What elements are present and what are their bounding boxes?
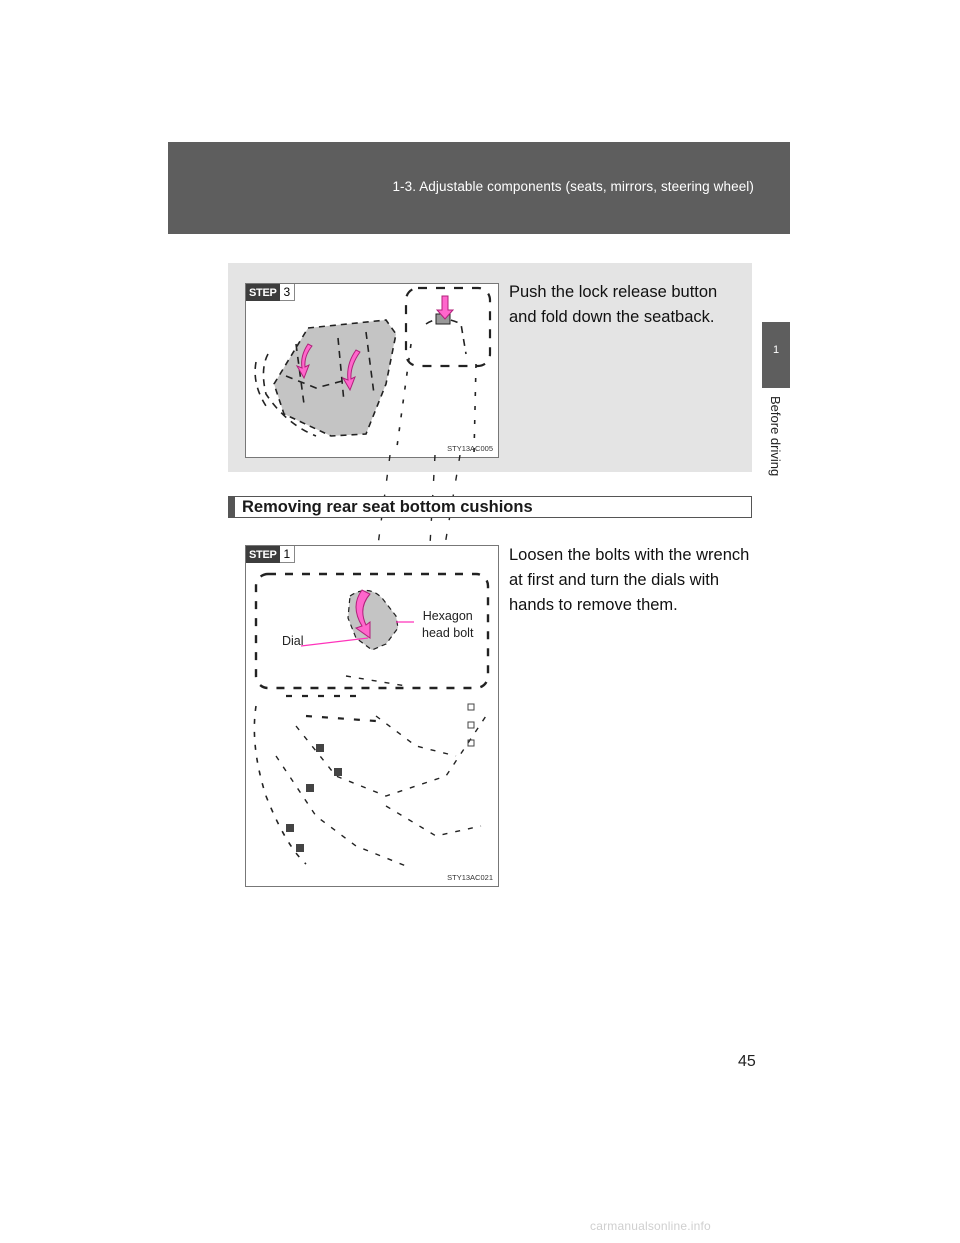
section-bar bbox=[229, 497, 235, 517]
chapter-tab[interactable] bbox=[762, 322, 790, 388]
step-badge bbox=[246, 546, 295, 563]
step-number: 3 bbox=[280, 284, 296, 301]
step-label: STEP bbox=[246, 284, 280, 301]
step-badge bbox=[246, 284, 295, 301]
figure-code: STY13AC021 bbox=[447, 873, 493, 882]
step-number: 1 bbox=[280, 546, 296, 563]
dial-callout: Dial bbox=[282, 634, 304, 648]
hexagon-bolt-callout bbox=[422, 608, 473, 642]
figure-code: STY13AC005 bbox=[447, 444, 493, 453]
chapter-label bbox=[767, 396, 785, 488]
step-label: STEP bbox=[246, 546, 280, 563]
cushion-removal-figure bbox=[245, 545, 499, 887]
step-instruction: Push the lock release button and fold down the seatback. bbox=[509, 283, 718, 326]
chapter-number: 1 bbox=[772, 344, 780, 356]
section-title: 1-3. Adjustable components (seats, mirrors, steering wheel) bbox=[392, 179, 754, 194]
hexagon-callout-line1: Hexagon bbox=[422, 609, 473, 623]
chapter-header-band bbox=[168, 142, 790, 234]
step-instruction: Loosen the bolts with the wrench at first and turn the dials with hands to remove them. bbox=[509, 546, 750, 614]
seatback-fold-figure bbox=[245, 283, 499, 458]
cushion-illustration bbox=[246, 546, 498, 886]
page-number: 45 bbox=[738, 1053, 756, 1070]
seat-illustration bbox=[246, 284, 498, 457]
hexagon-callout-line2: head bolt bbox=[422, 626, 474, 640]
section-heading bbox=[228, 496, 752, 518]
section-heading-text: Removing rear seat bottom cushions bbox=[242, 498, 533, 516]
chapter-label-text: Before driving bbox=[768, 396, 783, 477]
watermark[interactable]: carmanualsonline.info bbox=[590, 1219, 711, 1233]
